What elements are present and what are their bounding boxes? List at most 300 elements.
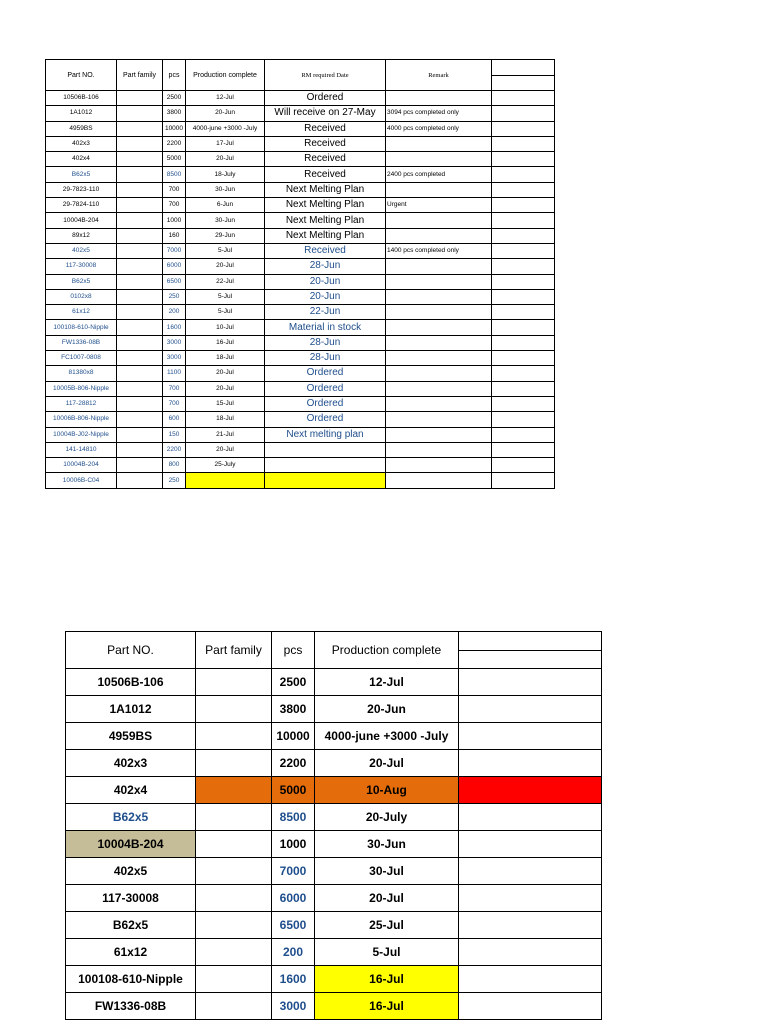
part-family-cell [196, 885, 272, 912]
remark-cell: 4000 pcs completed only [386, 121, 492, 136]
extra-cell [492, 121, 555, 136]
table-row [46, 351, 555, 366]
production-complete-cell: 20-Jul [186, 152, 265, 167]
header-row [66, 632, 602, 669]
part-cell: 402x3 [66, 750, 196, 777]
table-body [46, 91, 555, 489]
part-family-cell [196, 858, 272, 885]
part-cell: 4959BS [66, 723, 196, 750]
part-family-cell [117, 182, 163, 197]
pcs-cell: 5000 [272, 777, 315, 804]
table-row [46, 289, 555, 304]
part-family-cell [117, 213, 163, 228]
production-complete-cell: 5-Jul [186, 289, 265, 304]
extra-cell [492, 381, 555, 396]
extra-cell [492, 320, 555, 335]
pcs-cell: 2200 [272, 750, 315, 777]
pcs-cell: 200 [163, 305, 186, 320]
table-row [46, 228, 555, 243]
part-family-cell [196, 993, 272, 1020]
production-complete-cell: 16-Jul [315, 966, 459, 993]
rm-required-date-cell: 28-Jun [265, 335, 386, 350]
production-complete-cell: 20-Jul [186, 259, 265, 274]
part-family-cell [117, 243, 163, 258]
extra-cell [492, 243, 555, 258]
table-row [46, 381, 555, 396]
extra-cell [459, 831, 602, 858]
production-complete-cell: 20-Jul [315, 885, 459, 912]
production-complete-cell: 22-Jul [186, 274, 265, 289]
table-row [66, 939, 602, 966]
pcs-cell: 6500 [272, 912, 315, 939]
extra-cell [459, 966, 602, 993]
production-complete-cell: 5-Jul [186, 243, 265, 258]
part-family-cell [117, 289, 163, 304]
part-cell: B62x5 [66, 912, 196, 939]
pcs-cell: 2200 [163, 136, 186, 151]
part-cell: 10004B-204 [46, 458, 117, 473]
pcs-cell: 3000 [272, 993, 315, 1020]
pcs-cell: 800 [163, 458, 186, 473]
pcs-cell: 3800 [272, 696, 315, 723]
part-family-cell [117, 305, 163, 320]
pcs-cell: 1600 [272, 966, 315, 993]
extra-cell [459, 804, 602, 831]
pcs-cell: 8500 [272, 804, 315, 831]
table-row [66, 966, 602, 993]
production-complete-cell: 25-July [186, 458, 265, 473]
extra-cell [492, 442, 555, 457]
production-complete-cell: 12-Jul [186, 91, 265, 106]
production-complete-cell [186, 473, 265, 488]
remark-cell [386, 289, 492, 304]
extra-cell [492, 289, 555, 304]
table-row [46, 442, 555, 457]
part-cell: 0102x8 [46, 289, 117, 304]
remark-cell: 2400 pcs completed [386, 167, 492, 182]
part-cell: FC1007-0808 [46, 351, 117, 366]
extra-cell [459, 939, 602, 966]
remark-cell [386, 152, 492, 167]
table-row [66, 804, 602, 831]
extra-cell [459, 993, 602, 1020]
rm-required-date-cell: Received [265, 121, 386, 136]
pcs-cell: 2200 [163, 442, 186, 457]
header-part-family: Part family [117, 60, 163, 91]
extra-cell [492, 412, 555, 427]
part-cell: 141-14810 [46, 442, 117, 457]
remark-cell [386, 396, 492, 411]
part-cell: 10006B-806-Nipple [46, 412, 117, 427]
extra-cell [492, 228, 555, 243]
part-family-cell [117, 473, 163, 488]
production-complete-cell: 18-Jul [186, 351, 265, 366]
rm-required-date-cell: 28-Jun [265, 351, 386, 366]
table-row [46, 458, 555, 473]
part-family-cell [117, 412, 163, 427]
extra-cell [492, 198, 555, 213]
pcs-cell: 3000 [163, 351, 186, 366]
pcs-cell: 700 [163, 198, 186, 213]
production-complete-cell: 30-Jun [186, 213, 265, 228]
table-body [66, 669, 602, 1020]
remark-cell [386, 412, 492, 427]
rm-required-date-cell: 28-Jun [265, 259, 386, 274]
rm-required-date-cell [265, 458, 386, 473]
production-complete-cell: 20-Jun [315, 696, 459, 723]
production-complete-cell: 5-Jul [315, 939, 459, 966]
extra-cell [459, 777, 602, 804]
remark-cell [386, 320, 492, 335]
part-cell: FW1336-08B [66, 993, 196, 1020]
part-family-cell [117, 366, 163, 381]
pcs-cell: 6000 [163, 259, 186, 274]
part-cell: 4959BS [46, 121, 117, 136]
remark-cell [386, 427, 492, 442]
pcs-cell: 10000 [163, 121, 186, 136]
rm-required-date-cell: Next Melting Plan [265, 182, 386, 197]
pcs-cell: 8500 [163, 167, 186, 182]
part-cell: 81380x8 [46, 366, 117, 381]
extra-cell [492, 305, 555, 320]
rm-required-date-cell: Next melting plan [265, 427, 386, 442]
part-family-cell [117, 381, 163, 396]
remark-cell [386, 458, 492, 473]
rm-required-date-cell: Ordered [265, 396, 386, 411]
part-family-cell [117, 121, 163, 136]
production-complete-cell: 20-Jul [186, 366, 265, 381]
header-production-complete: Production complete [315, 632, 459, 669]
production-complete-cell: 5-Jul [186, 305, 265, 320]
table-row [66, 750, 602, 777]
pcs-cell: 250 [163, 289, 186, 304]
production-summary-table [65, 631, 602, 1020]
rm-required-date-cell: Ordered [265, 91, 386, 106]
part-cell: FW1336-08B [46, 335, 117, 350]
production-complete-cell: 6-Jun [186, 198, 265, 213]
production-complete-cell: 20-July [315, 804, 459, 831]
pcs-cell: 3000 [163, 335, 186, 350]
part-cell: 100108-610-Nipple [66, 966, 196, 993]
extra-cell [492, 259, 555, 274]
rm-required-date-cell: Next Melting Plan [265, 198, 386, 213]
part-family-cell [117, 351, 163, 366]
production-complete-cell: 25-Jul [315, 912, 459, 939]
production-complete-cell: 20-Jun [186, 106, 265, 121]
remark-cell [386, 305, 492, 320]
remark-cell [386, 182, 492, 197]
rm-required-date-cell: Next Melting Plan [265, 228, 386, 243]
part-family-cell [196, 777, 272, 804]
table-row [46, 213, 555, 228]
rm-required-date-cell: Received [265, 152, 386, 167]
pcs-cell: 600 [163, 412, 186, 427]
pcs-cell: 6000 [272, 885, 315, 912]
remark-cell [386, 473, 492, 488]
table-row [66, 669, 602, 696]
extra-cell [492, 213, 555, 228]
table-row [66, 777, 602, 804]
pcs-cell: 250 [163, 473, 186, 488]
header-extra [492, 60, 555, 91]
rm-required-date-cell: Received [265, 167, 386, 182]
remark-cell: 1400 pcs completed only [386, 243, 492, 258]
remark-cell [386, 259, 492, 274]
production-complete-cell: 17-Jul [186, 136, 265, 151]
table-row [66, 858, 602, 885]
production-complete-cell: 15-Jul [186, 396, 265, 411]
pcs-cell: 2500 [163, 91, 186, 106]
header-extra [459, 632, 602, 669]
table-row [46, 305, 555, 320]
pcs-cell: 1100 [163, 366, 186, 381]
extra-cell [492, 106, 555, 121]
part-cell: 10004B-J02-Nipple [46, 427, 117, 442]
pcs-cell: 1000 [163, 213, 186, 228]
part-cell: 117-30008 [66, 885, 196, 912]
part-cell: 10005B-806-Nipple [46, 381, 117, 396]
part-cell: B62x5 [46, 167, 117, 182]
header-part-family: Part family [196, 632, 272, 669]
part-cell: 10506B-106 [46, 91, 117, 106]
part-cell: 402x4 [66, 777, 196, 804]
extra-cell [459, 750, 602, 777]
table-row [46, 473, 555, 488]
rm-required-date-cell: 20-Jun [265, 289, 386, 304]
extra-cell [492, 152, 555, 167]
part-cell: 117-30008 [46, 259, 117, 274]
extra-cell [492, 274, 555, 289]
table-row [66, 912, 602, 939]
extra-cell [459, 885, 602, 912]
production-complete-cell: 18-Jul [186, 412, 265, 427]
part-cell: B62x5 [46, 274, 117, 289]
part-family-cell [117, 458, 163, 473]
rm-required-date-cell: Received [265, 243, 386, 258]
header-row [46, 60, 555, 91]
pcs-cell: 200 [272, 939, 315, 966]
part-family-cell [196, 669, 272, 696]
table-row [46, 259, 555, 274]
part-cell: 29-7824-110 [46, 198, 117, 213]
rm-required-date-cell: Received [265, 136, 386, 151]
table-row [66, 993, 602, 1020]
part-cell: B62x5 [66, 804, 196, 831]
extra-cell [492, 182, 555, 197]
part-family-cell [117, 427, 163, 442]
production-complete-cell: 4000-june +3000 -July [186, 121, 265, 136]
table-row [66, 696, 602, 723]
part-family-cell [196, 939, 272, 966]
part-family-cell [117, 152, 163, 167]
table-row [46, 152, 555, 167]
table-row [46, 366, 555, 381]
header-production-complete: Production complete [186, 60, 265, 91]
production-complete-cell: 18-July [186, 167, 265, 182]
pcs-cell: 5000 [163, 152, 186, 167]
remark-cell [386, 274, 492, 289]
part-cell: 10004B-204 [66, 831, 196, 858]
table-row [46, 91, 555, 106]
part-cell: 10006B-C04 [46, 473, 117, 488]
rm-required-date-cell: Next Melting Plan [265, 213, 386, 228]
remark-cell [386, 136, 492, 151]
remark-cell [386, 213, 492, 228]
remark-cell [386, 351, 492, 366]
extra-cell [492, 396, 555, 411]
extra-cell [459, 723, 602, 750]
table-row [46, 396, 555, 411]
pcs-cell: 2500 [272, 669, 315, 696]
part-family-cell [196, 966, 272, 993]
extra-cell [492, 366, 555, 381]
extra-cell [492, 427, 555, 442]
production-complete-cell: 16-Jul [186, 335, 265, 350]
extra-cell [492, 167, 555, 182]
rm-required-date-cell [265, 473, 386, 488]
part-family-cell [117, 335, 163, 350]
part-cell: 1A1012 [46, 106, 117, 121]
pcs-cell: 160 [163, 228, 186, 243]
header-part-no: Part NO. [46, 60, 117, 91]
header-pcs: pcs [163, 60, 186, 91]
production-complete-cell: 10-Aug [315, 777, 459, 804]
production-schedule-table [45, 59, 555, 489]
table-row [46, 167, 555, 182]
pcs-cell: 7000 [163, 243, 186, 258]
production-complete-cell: 20-Jul [186, 381, 265, 396]
table-row [46, 106, 555, 121]
extra-cell [492, 91, 555, 106]
part-family-cell [196, 696, 272, 723]
remark-cell: Urgent [386, 198, 492, 213]
table-row [66, 723, 602, 750]
remark-cell [386, 381, 492, 396]
part-family-cell [117, 259, 163, 274]
extra-cell [492, 136, 555, 151]
part-cell: 61x12 [46, 305, 117, 320]
table-row [46, 182, 555, 197]
part-family-cell [117, 91, 163, 106]
table-row [46, 412, 555, 427]
table-row [46, 136, 555, 151]
part-family-cell [196, 831, 272, 858]
part-cell: 10004B-204 [46, 213, 117, 228]
production-complete-cell: 30-Jun [186, 182, 265, 197]
part-cell: 402x5 [66, 858, 196, 885]
rm-required-date-cell: Will receive on 27-May [265, 106, 386, 121]
part-family-cell [117, 106, 163, 121]
production-complete-cell: 29-Jun [186, 228, 265, 243]
production-complete-cell: 30-Jul [315, 858, 459, 885]
pcs-cell: 1600 [163, 320, 186, 335]
extra-cell [492, 473, 555, 488]
table-row [46, 198, 555, 213]
pcs-cell: 10000 [272, 723, 315, 750]
part-cell: 402x3 [46, 136, 117, 151]
extra-cell [459, 696, 602, 723]
pcs-cell: 700 [163, 381, 186, 396]
production-complete-cell: 30-Jun [315, 831, 459, 858]
rm-required-date-cell: Ordered [265, 366, 386, 381]
part-family-cell [117, 442, 163, 457]
part-family-cell [117, 198, 163, 213]
pcs-cell: 3800 [163, 106, 186, 121]
part-cell: 29-7823-110 [46, 182, 117, 197]
header-remark: Remark [386, 60, 492, 91]
part-cell: 117-28812 [46, 396, 117, 411]
extra-cell [492, 351, 555, 366]
part-family-cell [117, 167, 163, 182]
part-cell: 89x12 [46, 228, 117, 243]
rm-required-date-cell: 20-Jun [265, 274, 386, 289]
header-part-no: Part NO. [66, 632, 196, 669]
pcs-cell: 7000 [272, 858, 315, 885]
part-cell: 402x4 [46, 152, 117, 167]
part-family-cell [117, 274, 163, 289]
pcs-cell: 1000 [272, 831, 315, 858]
production-complete-cell: 21-Jul [186, 427, 265, 442]
part-cell: 10506B-106 [66, 669, 196, 696]
part-family-cell [196, 723, 272, 750]
rm-required-date-cell: Ordered [265, 381, 386, 396]
table-row [66, 885, 602, 912]
part-cell: 402x5 [46, 243, 117, 258]
part-cell: 1A1012 [66, 696, 196, 723]
part-family-cell [117, 396, 163, 411]
table-row [46, 427, 555, 442]
header-rm-required-date: RM required Date [265, 60, 386, 91]
part-family-cell [196, 804, 272, 831]
rm-required-date-cell: Ordered [265, 412, 386, 427]
remark-cell: 3094 pcs completed only [386, 106, 492, 121]
production-complete-cell: 20-Jul [186, 442, 265, 457]
header-pcs: pcs [272, 632, 315, 669]
production-complete-cell: 20-Jul [315, 750, 459, 777]
part-cell: 100108-610-Nipple [46, 320, 117, 335]
part-family-cell [117, 228, 163, 243]
extra-cell [492, 335, 555, 350]
part-family-cell [196, 912, 272, 939]
production-complete-cell: 10-Jul [186, 320, 265, 335]
table-row [46, 274, 555, 289]
extra-cell [492, 458, 555, 473]
extra-cell [459, 858, 602, 885]
table-row [46, 243, 555, 258]
remark-cell [386, 91, 492, 106]
remark-cell [386, 442, 492, 457]
production-complete-cell: 4000-june +3000 -July [315, 723, 459, 750]
remark-cell [386, 366, 492, 381]
production-complete-cell: 12-Jul [315, 669, 459, 696]
part-family-cell [117, 320, 163, 335]
extra-cell [459, 669, 602, 696]
table-row [46, 335, 555, 350]
production-complete-cell: 16-Jul [315, 993, 459, 1020]
extra-cell [459, 912, 602, 939]
rm-required-date-cell: 22-Jun [265, 305, 386, 320]
pcs-cell: 700 [163, 182, 186, 197]
pcs-cell: 150 [163, 427, 186, 442]
part-family-cell [196, 750, 272, 777]
pcs-cell: 700 [163, 396, 186, 411]
table-row [66, 831, 602, 858]
remark-cell [386, 335, 492, 350]
rm-required-date-cell [265, 442, 386, 457]
part-cell: 61x12 [66, 939, 196, 966]
remark-cell [386, 228, 492, 243]
rm-required-date-cell: Material in stock [265, 320, 386, 335]
